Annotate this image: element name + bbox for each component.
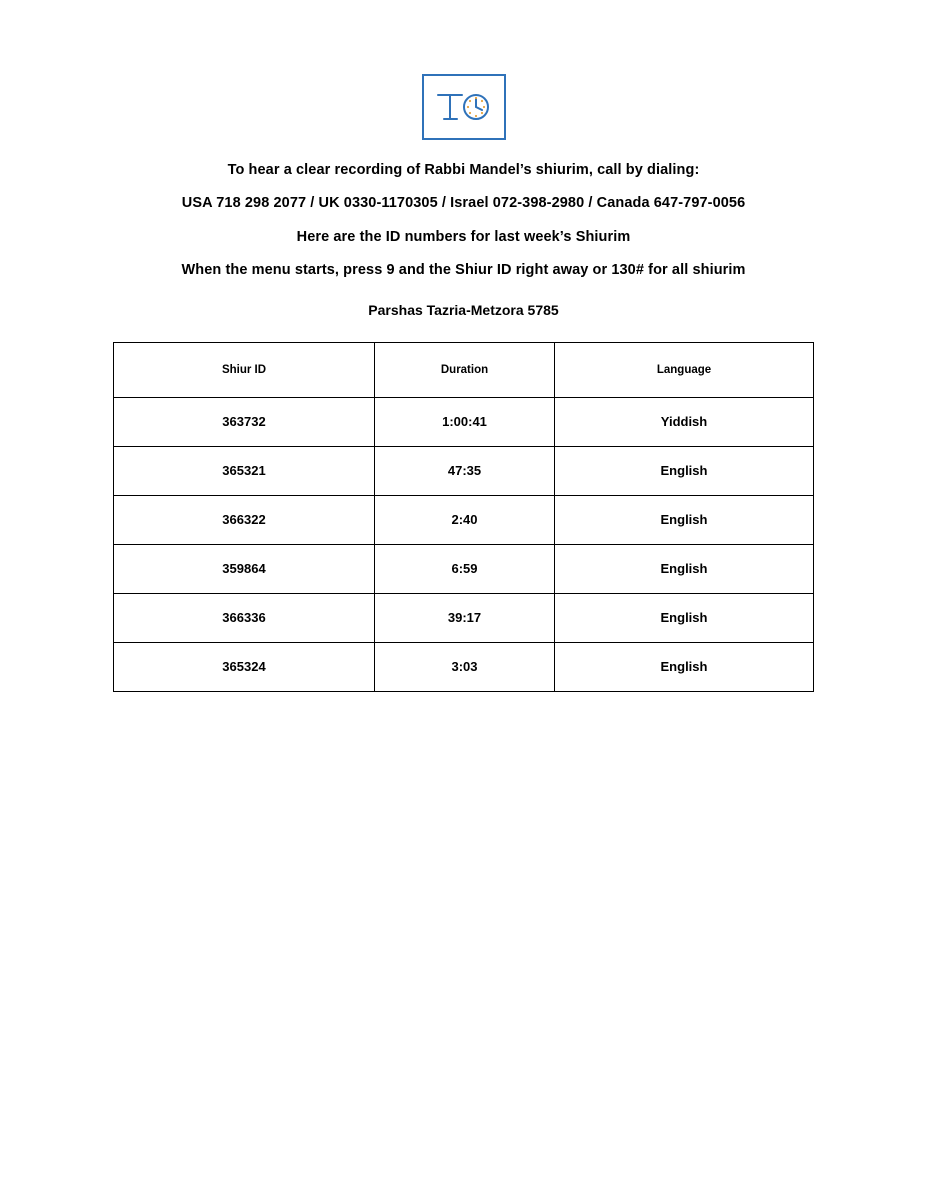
parsha-title: Parshas Tazria-Metzora 5785 [368,301,559,318]
cell-shiur-id: 366322 [114,495,375,544]
cell-language: Yiddish [555,397,814,446]
cell-duration: 47:35 [375,446,555,495]
cell-shiur-id: 363732 [114,397,375,446]
cell-shiur-id: 365324 [114,642,375,691]
cell-shiur-id: 366336 [114,593,375,642]
table-row [114,446,814,495]
cell-duration: 6:59 [375,544,555,593]
cell-language: English [555,495,814,544]
cell-duration: 1:00:41 [375,397,555,446]
header-line-3: Here are the ID numbers for last week’s Shiurim [296,228,631,245]
cell-language: English [555,544,814,593]
cell-duration: 39:17 [375,593,555,642]
table-row [114,593,814,642]
cell-shiur-id: 365321 [114,446,375,495]
torah-clock-logo-icon [434,86,494,128]
shiur-table [113,342,814,692]
cell-language: English [555,642,814,691]
header-line-2: USA 718 298 2077 / UK 0330-1170305 / Israel 072-398-2980 / Canada 647-797-0056 [181,195,746,212]
table-row [114,544,814,593]
column-header-shiur-id: Shiur ID [114,342,375,397]
table-row [114,495,814,544]
table-row [114,642,814,691]
logo-container [422,74,506,140]
table-header-row [114,342,814,397]
header-line-4: When the menu starts, press 9 and the Shiur ID right away or 130# for all shiurim [181,262,746,279]
header-line-1: To hear a clear recording of Rabbi Mandel’s shiurim, call by dialing: [227,162,700,178]
cell-duration: 2:40 [375,495,555,544]
cell-shiur-id: 359864 [114,544,375,593]
cell-language: English [555,446,814,495]
column-header-duration: Duration [375,342,555,397]
cell-duration: 3:03 [375,642,555,691]
cell-language: English [555,593,814,642]
table-row [114,397,814,446]
column-header-language: Language [555,342,814,397]
